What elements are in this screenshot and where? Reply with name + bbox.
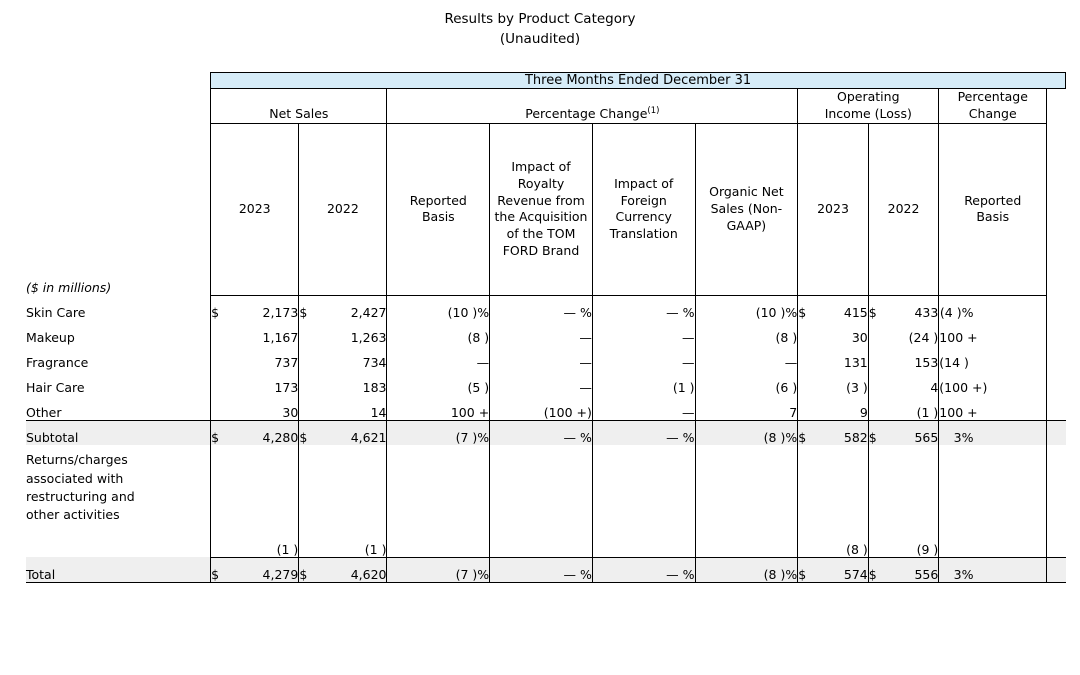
cell-reported-basis-value: 100 +: [450, 404, 490, 420]
cell-impact-royalty-value: —: [563, 305, 580, 321]
total-oi2022: 556: [883, 557, 939, 582]
cell-impact-fx-suffix: %: [682, 305, 695, 321]
cell-impact-fx: [592, 295, 695, 320]
cell-organic-value: —: [784, 355, 798, 371]
total-label: Total: [26, 557, 211, 582]
returns-pct-change-suffix: [962, 445, 1047, 557]
returns-label-line3: restructuring and: [26, 488, 135, 504]
cell-impact-royalty: [490, 320, 593, 345]
cell-ns2022-currency: [299, 370, 318, 395]
header-operating-income-line1: Operating: [837, 89, 900, 105]
spacer-cell: [1047, 445, 1066, 557]
cell-oi2022-currency: [868, 395, 883, 420]
spacer-cell-col: [1047, 123, 1066, 295]
cell-impact-royalty-value: —: [579, 330, 592, 346]
returns-oi2022: (9 ): [883, 445, 939, 557]
subtotal-impact-fx: [592, 420, 695, 445]
report-title: [0, 0, 1080, 49]
empty-stub-cell-2: [26, 89, 211, 124]
cell-organic-suffix: %: [785, 305, 798, 321]
total-oi2022-currency: $: [868, 557, 883, 582]
total-ns2022-currency: $: [299, 557, 318, 582]
empty-stub-cell: [26, 73, 211, 89]
cell-ns2023: 737: [274, 355, 299, 371]
cell-oi2022: 433: [914, 305, 939, 321]
subtotal-reported-basis: [387, 420, 490, 445]
cell-ns2023-currency: [211, 320, 230, 345]
returns-ns2022: (1 ): [317, 445, 387, 557]
header-pct-reported-basis: [939, 123, 1047, 295]
cell-impact-royalty-value: —: [579, 380, 592, 396]
cell-ns2022: 1,263: [350, 330, 387, 346]
table-row: [26, 370, 1066, 395]
cell-oi2023-currency: $: [798, 305, 807, 321]
subtotal-reported-basis-suffix: %: [477, 430, 490, 446]
cell-ns2023: 2,173: [262, 305, 299, 321]
header-operating-income: [798, 89, 939, 124]
total-reported-basis-suffix: %: [477, 566, 490, 582]
cell-reported-basis: [387, 295, 490, 320]
cell-ns2023: 173: [274, 380, 299, 396]
cell-ns2022-currency: [299, 395, 318, 420]
cell-oi2023: 131: [843, 355, 868, 371]
spacer-cell: [1047, 295, 1066, 320]
cell-ns2022-currency: [299, 320, 318, 345]
subtotal-impact-royalty-value: —: [563, 430, 580, 446]
returns-label-line2: associated with: [26, 470, 124, 486]
total-pct-change-suffix: %: [962, 557, 1047, 582]
subtotal-ns2022-currency: $: [299, 420, 318, 445]
subtotal-ns2023-currency: $: [211, 420, 230, 445]
cell-ns2022-currency: [299, 345, 318, 370]
cell-pct-change: 100 +: [939, 320, 962, 345]
table-header-band-row: [26, 73, 1066, 89]
returns-impact-fx: [592, 445, 695, 557]
cell-impact-fx-value: (1 ): [672, 380, 695, 396]
report-title-line1: Results by Product Category: [444, 11, 636, 27]
subtotal-ns2022: 4,621: [350, 430, 387, 446]
cell-oi2023: 30: [851, 330, 868, 346]
cell-ns2022: 734: [362, 355, 387, 371]
total-organic-value: (8 ): [763, 566, 786, 582]
returns-oi2023: (8 ): [812, 445, 868, 557]
spacer-cell: [1047, 420, 1066, 445]
subtotal-impact-royalty-suffix: %: [579, 430, 592, 446]
row-label: Fragrance: [26, 355, 89, 371]
returns-ns2022-currency: [299, 445, 318, 557]
cell-ns2023-currency: [211, 370, 230, 395]
total-pct-change: 3: [939, 557, 962, 582]
cell-oi2023: 415: [843, 305, 868, 321]
cell-ns2022: 2,427: [350, 305, 387, 321]
cell-organic: [695, 320, 798, 345]
header-reported-basis-line2: Basis: [421, 209, 455, 225]
subtotal-ns2023: 4,280: [262, 430, 299, 446]
cell-reported-basis-value: (10 ): [447, 305, 478, 321]
table-header-group-row: [26, 89, 1066, 124]
row-label: Hair Care: [26, 380, 85, 396]
total-reported-basis: [387, 557, 490, 582]
spacer-cell: [1047, 395, 1066, 420]
total-impact-royalty-suffix: %: [579, 566, 592, 582]
cell-organic: [695, 345, 798, 370]
header-op-income-2023: 2023: [798, 123, 869, 295]
returns-impact-royalty: [490, 445, 593, 557]
cell-ns2022: 14: [317, 395, 387, 420]
returns-pct-change: [939, 445, 962, 557]
cell-impact-fx: [592, 320, 695, 345]
returns-label-line4: other activities: [26, 506, 120, 522]
subtotal-impact-fx-suffix: %: [682, 430, 695, 446]
cell-oi2023-currency: [798, 320, 813, 345]
header-three-months-ended: Three Months Ended December 31: [211, 73, 1066, 89]
total-impact-royalty-value: —: [563, 566, 580, 582]
total-impact-royalty: [490, 557, 593, 582]
table-row-subtotal: [26, 420, 1066, 445]
header-stub-units: ($ in millions): [26, 280, 112, 296]
cell-oi2022: (1 ): [883, 395, 939, 420]
spacer-cell: [1047, 557, 1066, 582]
cell-reported-basis-value: —: [476, 355, 490, 371]
subtotal-pct-change: 3: [939, 420, 962, 445]
subtotal-reported-basis-value: (7 ): [455, 430, 478, 446]
header-pct-reported-basis-line1: Reported: [964, 192, 1022, 208]
spacer-cell: [1047, 320, 1066, 345]
cell-reported-basis-suffix: %: [477, 305, 490, 321]
total-organic: [695, 557, 798, 582]
header-operating-income-line2: Income (Loss): [824, 106, 912, 121]
cell-impact-fx: [592, 370, 695, 395]
cell-oi2022-currency: [868, 370, 883, 395]
spacer-cell-group: [1047, 89, 1066, 124]
cell-impact-fx-value: —: [682, 355, 695, 371]
cell-impact-royalty-value: —: [579, 355, 592, 371]
cell-reported-basis: [387, 345, 490, 370]
cell-organic-value: (6 ): [775, 380, 798, 396]
row-label: Makeup: [26, 330, 75, 346]
cell-pct-change-suffix: [962, 345, 1047, 370]
cell-oi2022: 153: [914, 355, 939, 371]
cell-pct-change-suffix: %: [961, 305, 974, 321]
cell-impact-royalty: [490, 295, 593, 320]
cell-oi2022-currency: [868, 345, 883, 370]
cell-impact-royalty-value: (100 +): [543, 404, 592, 420]
subtotal-organic-suffix: %: [785, 430, 798, 446]
spacer-cell: [1047, 370, 1066, 395]
total-organic-suffix: %: [785, 566, 798, 582]
header-percentage-change-2-line1: Percentage: [957, 89, 1028, 105]
results-by-product-category-table: [26, 72, 1066, 583]
header-pct-reported-basis-line2: Basis: [976, 209, 1010, 225]
cell-reported-basis-value: (5 ): [467, 380, 490, 396]
cell-organic: [695, 370, 798, 395]
subtotal-impact-fx-value: —: [666, 430, 683, 446]
cell-oi2023-currency: [798, 395, 813, 420]
cell-ns2022: 183: [362, 380, 387, 396]
table-row: [26, 320, 1066, 345]
header-percentage-change-2-line2: Change: [968, 106, 1017, 121]
total-oi2023: 574: [812, 557, 868, 582]
table-row: [26, 345, 1066, 370]
cell-impact-royalty: [490, 370, 593, 395]
table-row-total: [26, 557, 1066, 582]
returns-label-line1: Returns/charges: [26, 452, 128, 468]
cell-ns2023-currency: [211, 345, 230, 370]
subtotal-oi2023: 582: [843, 430, 868, 446]
returns-ns2023-currency: [211, 445, 230, 557]
cell-pct-change: (4 ): [939, 295, 962, 320]
returns-label: [26, 445, 211, 557]
header-impact-foreign-currency: Impact of Foreign Currency Translation: [592, 123, 695, 295]
cell-organic-value: (8 ): [775, 330, 798, 346]
header-op-income-2022: 2022: [868, 123, 939, 295]
header-organic-net-sales: Organic Net Sales (Non-GAAP): [695, 123, 798, 295]
cell-impact-fx-value: —: [682, 404, 695, 420]
header-percentage-change-label: Percentage Change: [525, 106, 648, 121]
header-net-sales: Net Sales: [211, 89, 387, 124]
total-impact-fx-suffix: %: [682, 566, 695, 582]
total-reported-basis-value: (7 ): [455, 566, 478, 582]
spacer-cell: [1047, 345, 1066, 370]
subtotal-label: Subtotal: [26, 430, 79, 446]
subtotal-organic: [695, 420, 798, 445]
cell-pct-change: (14 ): [939, 345, 962, 370]
cell-oi2023-currency: [798, 370, 813, 395]
cell-impact-fx: [592, 345, 695, 370]
cell-oi2022-currency: [868, 320, 883, 345]
cell-organic-value: 7: [789, 404, 798, 420]
total-ns2022: 4,620: [317, 557, 387, 582]
total-impact-fx-value: —: [666, 566, 683, 582]
cell-reported-basis: [387, 370, 490, 395]
cell-reported-basis: [387, 320, 490, 345]
cell-pct-change: (100 +): [939, 370, 962, 395]
cell-organic: [695, 295, 798, 320]
returns-ns2023: (1 ): [229, 445, 299, 557]
table-header-column-row: [26, 123, 1066, 295]
header-percentage-change: [387, 89, 798, 124]
header-net-sales-2023: 2023: [211, 123, 299, 295]
cell-reported-basis-value: (8 ): [467, 330, 490, 346]
subtotal-organic-value: (8 ): [763, 430, 786, 446]
cell-pct-change: 100 +: [939, 395, 962, 420]
cell-ns2022-currency: $: [299, 295, 318, 320]
total-oi2023-currency: $: [798, 557, 813, 582]
returns-organic: [695, 445, 798, 557]
total-ns2023: 4,279: [229, 557, 299, 582]
cell-oi2022: (24 ): [908, 330, 939, 346]
report-title-line2: (Unaudited): [499, 30, 581, 47]
cell-ns2023-currency: [211, 395, 230, 420]
returns-reported-basis: [387, 445, 490, 557]
cell-impact-fx-value: —: [682, 330, 695, 346]
cell-organic: [695, 395, 798, 420]
header-reported-basis-line1: Reported: [409, 192, 467, 208]
row-label: Skin Care: [26, 305, 86, 321]
cell-organic-value: (10 ): [755, 305, 786, 321]
cell-ns2023: 30: [229, 395, 299, 420]
cell-impact-royalty-suffix: %: [579, 305, 592, 321]
subtotal-pct-change-suffix: %: [961, 430, 974, 446]
cell-oi2022: 4: [930, 380, 939, 396]
cell-ns2023: 1,167: [262, 330, 299, 346]
cell-oi2022-currency: $: [868, 295, 883, 320]
cell-impact-royalty: [490, 395, 593, 420]
cell-oi2023: 9: [812, 395, 868, 420]
returns-oi2023-currency: [798, 445, 813, 557]
table-row: [26, 295, 1066, 320]
cell-ns2023-currency: $: [211, 295, 230, 320]
header-percentage-change-footnote: (1): [647, 105, 660, 116]
cell-impact-fx: [592, 395, 695, 420]
cell-oi2023: (3 ): [846, 380, 868, 396]
total-impact-fx: [592, 557, 695, 582]
subtotal-oi2022-currency: $: [868, 420, 883, 445]
header-reported-basis: [387, 123, 490, 295]
subtotal-impact-royalty: [490, 420, 593, 445]
header-net-sales-2022: 2022: [299, 123, 387, 295]
table-row-returns-charges: [26, 445, 1066, 557]
cell-impact-fx-value: —: [666, 305, 683, 321]
cell-impact-royalty: [490, 345, 593, 370]
returns-oi2022-currency: [868, 445, 883, 557]
total-ns2023-currency: $: [211, 557, 230, 582]
subtotal-oi2022: 565: [914, 430, 939, 446]
header-impact-royalty-revenue: Impact of Royalty Revenue from the Acquisition of the TOM FORD Brand: [490, 123, 593, 295]
header-percentage-change-2: [939, 89, 1047, 124]
row-label: Other: [26, 395, 211, 420]
subtotal-oi2023-currency: $: [798, 430, 807, 446]
cell-reported-basis: [387, 395, 490, 420]
cell-oi2023-currency: [798, 345, 813, 370]
table-row: [26, 395, 1066, 420]
